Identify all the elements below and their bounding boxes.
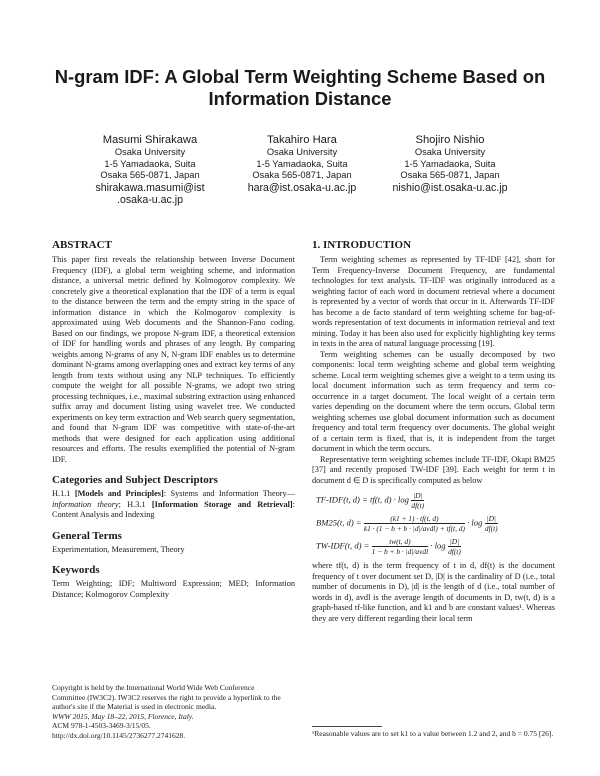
conference-text: WWW 2015, May 18–22, 2015, Florence, Italy. xyxy=(52,711,194,721)
author-address: 1-5 Yamadaoka, Suita xyxy=(256,158,348,169)
author-affiliation: Osaka University xyxy=(266,147,338,157)
intro-paragraph: where tf(t, d) is the term frequency of t in d, df(t) is the document frequency of t over document set D, |D| is the cardinality of D (i.e., total number of documents in D), |d| is the length of d (i.e., total number of words in d), avdl is the average length of documents in D, tw(t, d) is a graph-based tf-like function, and k1 and b are constant values¹. Whereas they are very different regarding their local term xyxy=(312,561,555,623)
author-block xyxy=(70,134,230,206)
equation-tfidf: TF-IDF(t, d) = tf(t, d) · log $\frac{|D|}{df(t)}$ xyxy=(316,491,425,510)
acm-isbn: ACM 978-1-4503-3469-3/15/05. xyxy=(52,721,151,731)
author-address: Osaka 565-0871, Japan xyxy=(252,170,352,180)
equation-block xyxy=(316,491,555,556)
keywords-text: Term Weighting; IDF; Multiword Expression; MED; Information Distance; Kolmogorov Complexity xyxy=(52,579,295,599)
abstract-text: This paper first reveals the relationship between Inverse Document Frequency (IDF), a global term weighting scheme, and information distance, a universal metric defined by Kolmogorov complexity. We concretely give a theoretical explanation that the IDF of a term is equal to the distance between the term and the empty string in the space of information distance in which the Kolmogorov complexity is approximated using Web documents and the Shannon-Fano coding. Based on our findings, we propose N-gram IDF, a theoretical extension of IDF for handling words and phrases of any length. By comparing weights among N-grams of any N, N-gram IDF enables us to determine dominant N-grams among overlapping ones and extract key terms of any length from texts without using any NLP techniques. To efficiently compute the weight for all possible N-grams, we adopt two string processing techniques, i.e., maximal substring extraction using enhanced suffix array and document listing using wavelet tree. We conducted experiments on key term extraction and Web search query segmentation, and found that N-gram IDF was competitive with state-of-the-art methods that were designed for each application using additional resources and efforts. The results exemplified the potential of N-gram IDF. xyxy=(52,255,295,464)
author-block xyxy=(370,134,530,194)
author-address: 1-5 Yamadaoka, Suita xyxy=(404,158,496,169)
footnote-text: ¹Reasonable values are to set k1 to a value between 1.2 and 2, and b = 0.75 [26]. xyxy=(312,729,554,738)
author-email: nishio@ist.osaka-u.ac.jp xyxy=(392,181,508,194)
copyright-text: Copyright is held by the International World Wide Web Conference Committee (IW3C2). IW3C2 reserves the right to provide a hyperlink to the author's site if the Material is used in electronic media. xyxy=(52,683,281,712)
author-email: .osaka-u.ac.jp xyxy=(117,193,183,206)
general-terms-text: Experimentation, Measurement, Theory xyxy=(52,544,185,554)
doi-link[interactable]: http://dx.doi.org/10.1145/2736277.2741628. xyxy=(52,730,186,740)
footnote-block xyxy=(312,726,555,739)
author-address: 1-5 Yamadaoka, Suita xyxy=(104,158,196,169)
general-terms-heading: General Terms xyxy=(52,529,122,542)
intro-paragraph: Representative term weighting schemes include TF-IDF, Okapi BM25 [37] and recently proposed TW-IDF [39]. Each weight for term t in document d ∈ D is specifically computed as below xyxy=(312,454,555,485)
author-name: Masumi Shirakawa xyxy=(102,134,198,146)
intro-paragraph: Term weighting schemes can be usually decomposed by two components: local term weighting scheme and global term weighting scheme. Local term weighting schemes give a weight to a term using its local document information such as term frequency and term co-occurrence in a target document. The local weight of a certain term varies depending on the document where the term occurs. Global term weighting schemes use global document information such as document frequency and total term frequency over documents. The global weight of a certain term is fixed, that is, it is independent from the target document in which the term occurs. xyxy=(312,349,555,453)
author-address: Osaka 565-0871, Japan xyxy=(100,170,200,180)
categories-heading: Categories and Subject Descriptors xyxy=(52,474,218,486)
author-block xyxy=(222,134,382,194)
author-address: Osaka 565-0871, Japan xyxy=(400,170,500,180)
author-name: Takahiro Hara xyxy=(267,134,337,146)
intro-paragraph: Term weighting schemes as represented by TF-IDF [42], short for Term Frequency-Inverse Document Frequency, are fundamental technologies for text analysis. TF-IDF was originally introduced as a weighting factor of each word in document retrieval where a document is represented by a vector of words that occur in it. Afterwards TF-IDF has become a de facto standard of term weighting scheme for bag-of-words representation of text documents in information retrieval and text mining. Today it has been also used for explicitly highlighting key terms in texts in the area of natural language processing [19]. xyxy=(312,255,555,348)
categories-text: H.1.1 [Models and Principles]: Systems and Information Theory—information theory; H.3.1 [Information Storage and Retrieval]: Content Analysis and Indexing xyxy=(52,489,295,519)
footnote-rule xyxy=(312,726,382,727)
author-affiliation: Osaka University xyxy=(114,147,186,157)
equation-bm25: BM25(t, d) = $\frac{(k1 + 1) \cdot tf(t, d)}{\text{k1 · (1 − b + b · |d|/avdl) + tf(t, d)}}$ · log $\frac{|D|}{df(t)}$ xyxy=(316,514,498,533)
left-column xyxy=(52,238,295,600)
author-email: shirakawa.masumi@ist xyxy=(95,181,205,194)
author-email: hara@ist.osaka-u.ac.jp xyxy=(247,181,357,194)
paper-title: N-gram IDF: A Global Term Weighting Scheme Based on Information Distance xyxy=(54,66,546,109)
right-column xyxy=(312,238,555,624)
copyright-block xyxy=(52,683,288,741)
author-affiliation: Osaka University xyxy=(414,147,486,157)
intro-heading: 1. INTRODUCTION xyxy=(312,239,412,251)
keywords-heading: Keywords xyxy=(52,564,100,576)
abstract-heading: ABSTRACT xyxy=(52,239,112,251)
equation-twidf: TW-IDF(t, d) = $\frac{tw(t, d)}{\text{1 − b + b · |d|/avdl}}$ · log $\frac{|D|}{df(t)}$ xyxy=(316,537,461,556)
author-name: Shojiro Nishio xyxy=(415,134,485,146)
